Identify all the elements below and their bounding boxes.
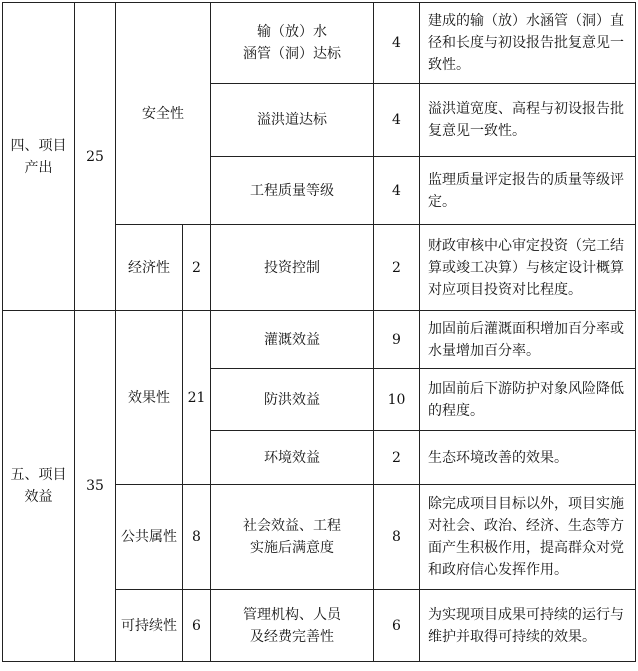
indicator-description: 加固前后下游防护对象风险降低的程度。 [420, 369, 636, 431]
group-name: 效果性 [116, 311, 183, 485]
group-score: 21 [183, 311, 211, 485]
group-name: 安全性 [116, 3, 211, 225]
group-score: 2 [183, 225, 211, 311]
section-name: 四、项目 产出 [3, 3, 75, 311]
indicator-points: 6 [374, 590, 420, 662]
section-name: 五、项目 效益 [3, 311, 75, 662]
indicator-name: 环境效益 [211, 431, 374, 485]
indicator-points: 4 [374, 3, 420, 84]
indicator-points: 10 [374, 369, 420, 431]
indicator-name: 投资控制 [211, 225, 374, 311]
group-score: 6 [183, 590, 211, 662]
indicator-description: 财政审核中心审定投资（完工结算或竣工决算）与核定设计概算对应项目投资对比程度。 [420, 225, 636, 311]
indicator-points: 4 [374, 157, 420, 225]
section-score: 35 [75, 311, 116, 662]
indicator-points: 4 [374, 84, 420, 157]
group-name: 公共属性 [116, 485, 183, 590]
group-score: 8 [183, 485, 211, 590]
indicator-name: 输（放）水 涵管（洞）达标 [211, 3, 374, 84]
indicator-name: 防洪效益 [211, 369, 374, 431]
group-name: 可持续性 [116, 590, 183, 662]
indicator-name: 灌溉效益 [211, 311, 374, 369]
indicator-description: 溢洪道宽度、高程与初设报告批复意见一致性。 [420, 84, 636, 157]
indicator-description: 为实现项目成果可持续的运行与维护并取得可持续的效果。 [420, 590, 636, 662]
indicator-name: 工程质量等级 [211, 157, 374, 225]
table-row [3, 3, 636, 84]
indicator-description: 除完成项目目标以外，项目实施对社会、政治、经济、生态等方面产生积极作用，提高群众对党和政府信心发挥作用。 [420, 485, 636, 590]
section-score: 25 [75, 3, 116, 311]
indicator-points: 8 [374, 485, 420, 590]
indicator-name: 管理机构、人员 及经费完善性 [211, 590, 374, 662]
indicator-description: 加固前后灌溉面积增加百分率或水量增加百分率。 [420, 311, 636, 369]
indicator-points: 2 [374, 225, 420, 311]
indicator-description: 生态环境改善的效果。 [420, 431, 636, 485]
table-row [3, 311, 636, 369]
indicator-points: 2 [374, 431, 420, 485]
indicator-points: 9 [374, 311, 420, 369]
evaluation-table [2, 2, 636, 662]
indicator-name: 社会效益、工程 实施后满意度 [211, 485, 374, 590]
indicator-description: 建成的输（放）水涵管（洞）直径和长度与初设报告批复意见一致性。 [420, 3, 636, 84]
group-name: 经济性 [116, 225, 183, 311]
indicator-description: 监理质量评定报告的质量等级评定。 [420, 157, 636, 225]
indicator-name: 溢洪道达标 [211, 84, 374, 157]
